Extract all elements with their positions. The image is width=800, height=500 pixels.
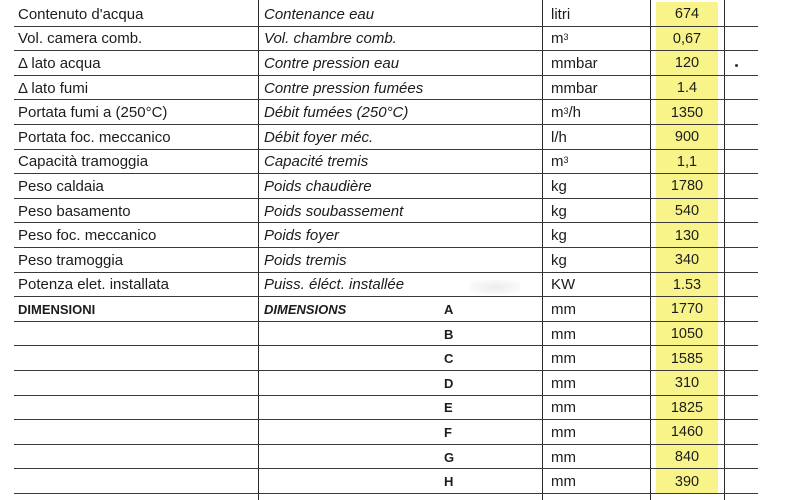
italian-label: Vol. camera comb. [18, 30, 143, 48]
unit-label: kg [551, 202, 567, 220]
italian-label [18, 346, 258, 371]
value-cell: 674 [656, 2, 718, 27]
unit-label: mmbar [551, 79, 598, 97]
unit-label: m $^3$ [551, 30, 569, 48]
french-label: Vol. chambre comb. [264, 30, 397, 48]
dimension-letter [444, 248, 474, 273]
table-row [0, 322, 800, 347]
dimension-letter [444, 2, 474, 27]
table-row [0, 174, 800, 199]
french-label: Poids chaudière [264, 177, 372, 195]
unit-label: mm [551, 423, 576, 441]
table-row [0, 76, 800, 101]
french-label: Contre pression fumées [264, 79, 424, 97]
italian-label: Contenuto d'acqua [18, 5, 144, 23]
dimension-letter: B [444, 326, 454, 342]
italian-label [18, 396, 258, 421]
italian-label [18, 371, 258, 396]
unit-label: kg [551, 251, 567, 269]
table-row [0, 2, 800, 27]
italian-label: Peso caldaia [18, 177, 104, 195]
dimension-letter: D [444, 375, 454, 391]
unit-label: l/h [551, 128, 567, 146]
italian-label: Peso basamento [18, 202, 131, 220]
value-cell: 1350 [656, 100, 718, 125]
unit-label: litri [551, 5, 571, 23]
unit-label: kg [551, 227, 567, 245]
value-cell: 0,67 [656, 27, 718, 52]
french-label: Poids tremis [264, 251, 347, 269]
table-row [0, 445, 800, 470]
dimension-letter [444, 223, 474, 248]
value-cell: 1585 [656, 346, 718, 371]
value-cell: 310 [656, 371, 718, 396]
value-cell: 540 [656, 199, 718, 224]
french-label: Débit fumées (250°C) [264, 104, 409, 122]
italian-label: Portata foc. meccanico [18, 128, 171, 146]
french-label: DIMENSIONS [264, 301, 347, 317]
unit-label: m $^3$ /h [551, 104, 582, 122]
dimension-letter [444, 100, 474, 125]
value-cell: 840 [656, 445, 718, 470]
dimension-letter [444, 125, 474, 150]
table-row [0, 371, 800, 396]
italian-label [18, 322, 258, 347]
value-cell: 1825 [656, 396, 718, 421]
dimension-letter: F [444, 424, 452, 440]
unit-label: mm [551, 300, 576, 318]
dimension-letter: E [444, 400, 453, 416]
value-cell: 1770 [656, 297, 718, 322]
french-label: Poids foyer [264, 227, 340, 245]
unit-label: mm [551, 350, 576, 368]
table-row [0, 125, 800, 150]
dimension-letter [444, 76, 474, 101]
table-row [0, 199, 800, 224]
unit-label: mm [551, 473, 576, 491]
value-cell: 1460 [656, 420, 718, 445]
unit-label: mm [551, 374, 576, 392]
value-cell: 1,1 [656, 150, 718, 175]
italian-label: Δ lato acqua [18, 54, 101, 72]
table-row [0, 396, 800, 421]
dimension-letter [444, 51, 474, 76]
dimension-letter [444, 273, 474, 298]
french-label: Contenance eau [264, 5, 375, 23]
italian-label: DIMENSIONI [18, 301, 96, 317]
value-cell: 1.53 [656, 273, 718, 298]
unit-label: mm [551, 399, 576, 417]
unit-label: mm [551, 325, 576, 343]
dimension-letter: G [444, 449, 455, 465]
table-row [0, 248, 800, 273]
italian-label: Δ lato fumi [18, 79, 89, 97]
table-row [0, 420, 800, 445]
italian-label: Peso tramoggia [18, 251, 124, 269]
value-cell: 1.4 [656, 76, 718, 101]
table-row [0, 150, 800, 175]
dimension-letter: C [444, 351, 454, 367]
value-cell: 340 [656, 248, 718, 273]
french-label: Débit foyer méc. [264, 128, 374, 146]
value-cell: 130 [656, 223, 718, 248]
value-cell: 1780 [656, 174, 718, 199]
italian-label: Potenza elet. installata [18, 276, 169, 294]
dimension-letter: A [444, 301, 454, 317]
dimension-letter [444, 27, 474, 52]
value-cell: 390 [656, 469, 718, 494]
table-row [0, 51, 800, 76]
table-row [0, 273, 800, 298]
table-row [0, 469, 800, 494]
french-label: Capacité tremis [264, 153, 369, 171]
value-cell: 900 [656, 125, 718, 150]
table-row [0, 297, 800, 322]
unit-label: mmbar [551, 54, 598, 72]
unit-label: m $^3$ [551, 153, 569, 171]
unit-label: kg [551, 177, 567, 195]
italian-label [18, 420, 258, 445]
value-cell: 1050 [656, 322, 718, 347]
dimension-letter [444, 199, 474, 224]
table-row [0, 100, 800, 125]
french-label: Poids soubassement [264, 202, 404, 220]
unit-label: KW [551, 276, 576, 294]
french-label: Contre pression eau [264, 54, 400, 72]
dimension-letter [444, 174, 474, 199]
unit-label: mm [551, 448, 576, 466]
table-row [0, 346, 800, 371]
italian-label [18, 469, 258, 494]
value-cell: 120 [656, 51, 718, 76]
italian-label [18, 445, 258, 470]
french-label: Puiss. éléct. installée [264, 276, 405, 294]
italian-label: Capacità tramoggia [18, 153, 149, 171]
italian-label: Portata fumi a (250°C) [18, 104, 168, 122]
table-row [0, 223, 800, 248]
dimension-letter: H [444, 474, 454, 490]
dimension-letter [444, 150, 474, 175]
italian-label: Peso foc. meccanico [18, 227, 157, 245]
table-row [0, 27, 800, 52]
